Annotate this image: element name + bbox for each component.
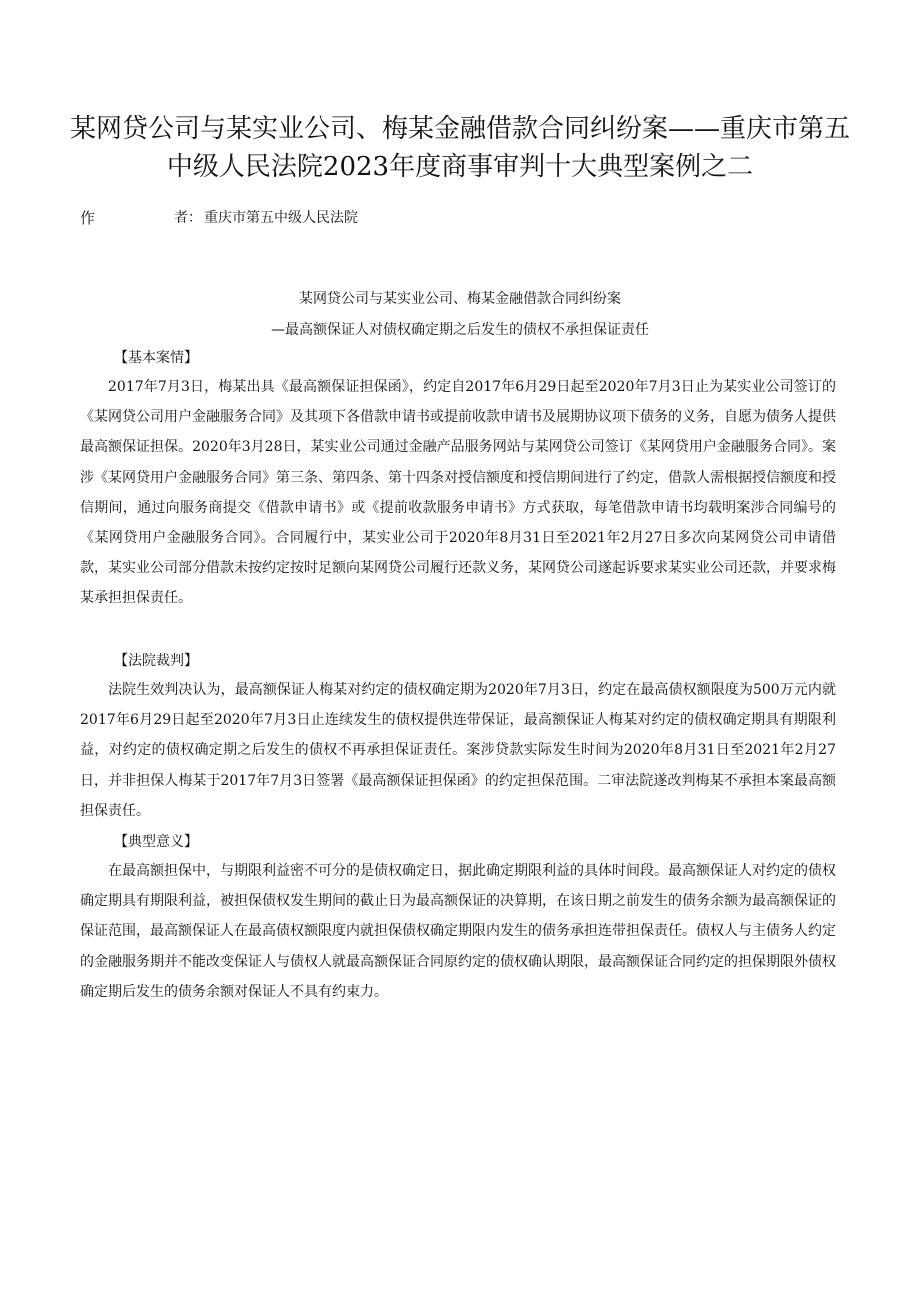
author-line — [80, 206, 840, 230]
section-text-judgment: 法院生效判决认为，最高额保证人梅某对约定的债权确定期为2020年7月3日，约定在最高债权额限度为500万元内就2017年6月29日起至2020年7月3日止连续发生的债权提供连带保证，最高额保证人梅某对约定的债权确定期具有期限利益，对约定的债权确定期之后发生的债权不再承担保证责任。案涉贷款实际发生时间为2020年8月31日至2021年2月27日，并非担保人梅某于2017年7月3日签署《最高额保证担保函》的约定担保范围。二审法院遂改判梅某不承担本案最高额担保责任。 — [80, 682, 836, 819]
author-label-char-1: 作 — [80, 209, 96, 227]
case-subtitle: 某网贷公司与某实业公司、梅某金融借款合同纠纷案 — [299, 291, 621, 307]
section-heading-significance: 【典型意义】 — [114, 834, 198, 850]
author-name: 重庆市第五中级人民法院 — [204, 210, 358, 226]
section-heading-basic-facts: 【基本案情】 — [114, 350, 198, 366]
section-text-significance: 在最高额担保中，与期限利益密不可分的是债权确定日，据此确定期限利益的具体时间段。最高额保证人对约定的债权确定期具有期限利益，被担保债权发生期间的截止日为最高额保证的决算期，在该日期之前发生的债务余额为最高额保证的保证范围，最高额保证人在最高债权额限度内就担保债权确定期限内发生的债务承担连带担保责任。债权人与主债务人约定的金融服务期并不能改变保证人与债权人就最高额保证合同原约定的债权确认期限，最高额保证合同约定的担保期限外债权确定期后发生的债务余额对保证人不具有约束力。 — [80, 863, 836, 1000]
author-label-char-2: 者： — [174, 210, 202, 226]
case-holding-subtitle: —最高额保证人对债权确定期之后发生的债权不承担保证责任 — [271, 322, 649, 338]
document-title: 某网贷公司与某实业公司、梅某金融借款合同纠纷案——重庆市第五中级人民法院2023年度商事审判十大典型案例之二 — [70, 114, 851, 182]
section-text-basic-facts: 2017年7月3日，梅某出具《最高额保证担保函》，约定自2017年6月29日起至2020年7月3日止为某实业公司签订的《某网贷公司用户金融服务合同》及其项下各借款申请书或提前收款申请书及展期协议项下债务的义务，自愿为债务人提供最高额保证担保。2020年3月28日，某实业公司通过金融产品服务网站与某网贷公司签订《某网贷用户金融服务合同》。案涉《某网贷用户金融服务合同》第三条、第四条、第十四条对授信额度和授信期间进行了约定，借款人需根据授信额度和授信期间，通过向服务商提交《借款申请书》或《提前收款服务申请书》方式获取，每笔借款申请书均载明案涉合同编号的《某网贷用户金融服务合同》。合同履行中，某实业公司于2020年8月31日至2021年2月27日多次向某网贷公司申请借款，某实业公司部分借款未按约定按时足额向某网贷公司履行还款义务，某网贷公司遂起诉要求某实业公司还款，并要求梅某承担担保责任。 — [80, 379, 836, 607]
section-heading-judgment: 【法院裁判】 — [114, 653, 198, 669]
